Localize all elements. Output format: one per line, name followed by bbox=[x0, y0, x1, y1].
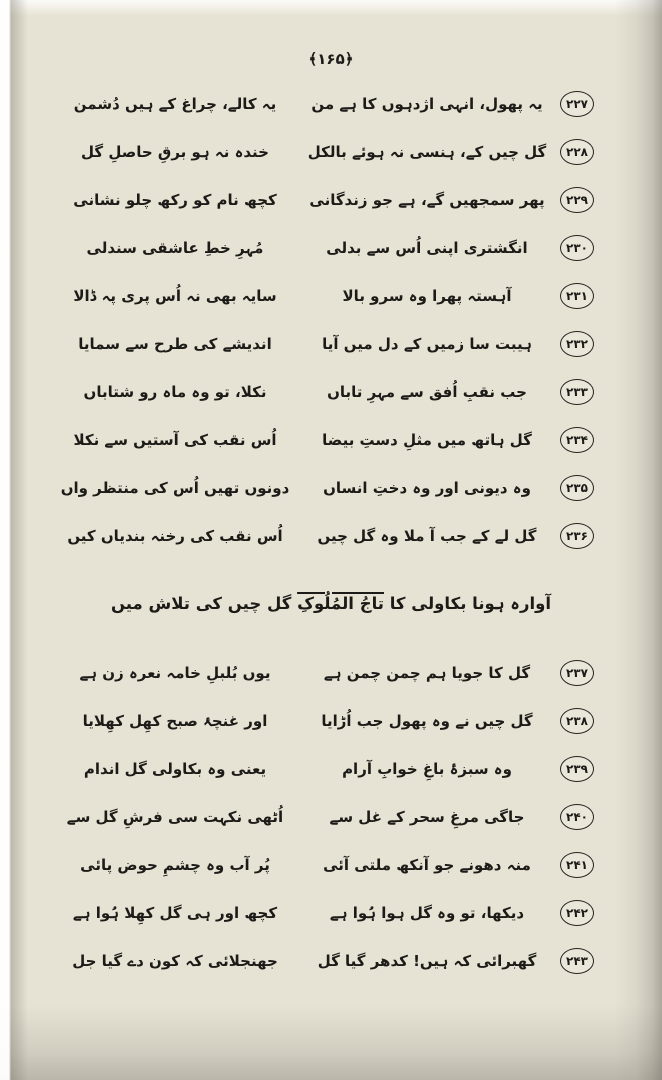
hemistich-second: اُس نقب کی آستیں سے نکلا bbox=[73, 431, 277, 449]
couplet-number-badge: ۲۳۵ bbox=[560, 475, 594, 501]
hemistich-second: یوں بُلبلِ خامہ نعرہ زن ہے bbox=[79, 664, 271, 682]
couplet-row bbox=[44, 793, 594, 841]
hemistich-second: دونوں تھیں اُس کی منتظر واں bbox=[60, 479, 290, 497]
page-number-ornament-right: ﴿ bbox=[344, 50, 354, 68]
couplet-row bbox=[44, 320, 594, 368]
hemistich-first: آہستہ پھرا وہ سرو بالا bbox=[342, 287, 512, 305]
heading-part3: گل چیں کی تلاش میں bbox=[110, 594, 292, 613]
hemistich-second: پُر آب وہ چشمِ حوض پائی bbox=[80, 856, 270, 874]
couplet-number-badge: ۲۳۳ bbox=[560, 379, 594, 405]
couplet-number-badge: ۲۳۶ bbox=[560, 523, 594, 549]
couplets-section-bottom bbox=[0, 649, 662, 985]
couplet-number-badge: ۲۳۹ bbox=[560, 756, 594, 782]
hemistich-first: انگشتری اپنی اُس سے بدلی bbox=[326, 239, 528, 257]
hemistich-first: گھبرائی کہ ہیں! کدھر گیا گل bbox=[317, 952, 537, 970]
hemistich-first: پھر سمجھیں گے، ہے جو زندگانی bbox=[309, 191, 545, 209]
hemistich-first: دیکھا، تو وہ گل ہوا ہُوا ہے bbox=[329, 904, 525, 922]
hemistich-first: وہ دیونی اور وہ دختِ انساں bbox=[323, 479, 531, 497]
couplet-row bbox=[44, 464, 594, 512]
hemistich-first: منہ دھونے جو آنکھ ملتی آئی bbox=[323, 856, 531, 874]
hemistich-second: اور غنچۂ صبح کھِل کھِلایا bbox=[82, 712, 268, 730]
hemistich-first: وہ سبزۂ باغِ خوابِ آرام bbox=[342, 760, 512, 778]
hemistich-second: خندہ نہ ہو برقِ حاصلِ گل bbox=[81, 143, 269, 161]
couplet-row bbox=[44, 128, 594, 176]
couplet-number-badge: ۲۳۸ bbox=[560, 708, 594, 734]
section-heading bbox=[0, 594, 662, 613]
couplet-row bbox=[44, 649, 594, 697]
hemistich-second: اُٹھی نکہت سی فرشِ گل سے bbox=[66, 808, 284, 826]
heading-part1: آوارہ ہونا بکاولی کا bbox=[389, 594, 552, 613]
hemistich-second: یعنی وہ بکاولی گل اندام bbox=[83, 760, 267, 778]
hemistich-first: گل لے کے جب آ ملا وہ گل چیں bbox=[317, 527, 537, 545]
hemistich-second: سایہ بھی نہ اُس پری پہ ڈالا bbox=[73, 287, 277, 305]
hemistich-first: جاگی مرغِ سحر کے غل سے bbox=[329, 808, 525, 826]
couplet-number-badge: ۲۳۰ bbox=[560, 235, 594, 261]
page-number-ornament-left: ﴾ bbox=[308, 50, 318, 68]
couplet-number-badge: ۲۳۱ bbox=[560, 283, 594, 309]
hemistich-first: گل ہاتھ میں مثلِ دستِ بیضا bbox=[322, 431, 532, 449]
couplet-number-badge: ۲۴۱ bbox=[560, 852, 594, 878]
couplet-number-badge: ۲۳۲ bbox=[560, 331, 594, 357]
couplet-number-badge: ۲۲۷ bbox=[560, 91, 594, 117]
couplet-number-badge: ۲۲۸ bbox=[560, 139, 594, 165]
couplets-section-top bbox=[0, 80, 662, 560]
couplet-number-badge: ۲۳۴ bbox=[560, 427, 594, 453]
page-number bbox=[0, 0, 662, 68]
couplet-row bbox=[44, 512, 594, 560]
hemistich-second: اُس نقب کی رخنہ بندیاں کیں bbox=[67, 527, 283, 545]
hemistich-first: ہیبت سا زمیں کے دل میں آیا bbox=[322, 335, 532, 353]
couplet-number-badge: ۲۴۳ bbox=[560, 948, 594, 974]
couplet-row bbox=[44, 841, 594, 889]
hemistich-second: کچھ اور ہی گل کھِلا ہُوا ہے bbox=[72, 904, 278, 922]
couplet-row bbox=[44, 272, 594, 320]
hemistich-second: یہ کالے، چراغ کے ہیں دُشمن bbox=[73, 95, 277, 113]
hemistich-second: کچھ نام کو رکھ چلو نشانی bbox=[73, 191, 277, 209]
heading-proper-name: تاجُ المُلُوکِ bbox=[297, 594, 384, 613]
couplet-number-badge: ۲۳۷ bbox=[560, 660, 594, 686]
couplet-row bbox=[44, 745, 594, 793]
hemistich-first: یہ پھول، انہی اژدہوں کا ہے من bbox=[311, 95, 543, 113]
couplet-number-badge: ۲۴۲ bbox=[560, 900, 594, 926]
hemistich-first: گل کا جویا ہم چمن چمن ہے bbox=[323, 664, 531, 682]
couplet-row bbox=[44, 697, 594, 745]
couplet-row bbox=[44, 368, 594, 416]
hemistich-second: نکلا، تو وہ ماہ رو شتاباں bbox=[83, 383, 267, 401]
hemistich-second: مُہرِ خطِ عاشقی سندلی bbox=[86, 239, 264, 257]
hemistich-second: اندیشے کی طرح سے سمایا bbox=[78, 335, 272, 353]
hemistich-second: جھنجلائی کہ کون دے گیا جل bbox=[72, 952, 278, 970]
hemistich-first: جب نقبِ اُفق سے مہرِ تاباں bbox=[327, 383, 527, 401]
page-number-value: ۱۶۵ bbox=[317, 50, 345, 68]
couplet-row bbox=[44, 416, 594, 464]
couplet-row bbox=[44, 80, 594, 128]
couplet-number-badge: ۲۲۹ bbox=[560, 187, 594, 213]
couplet-row bbox=[44, 224, 594, 272]
couplet-row bbox=[44, 937, 594, 985]
hemistich-first: گل چیں کے، ہنسی نہ ہوئے بالکل bbox=[307, 143, 547, 161]
couplet-number-badge: ۲۴۰ bbox=[560, 804, 594, 830]
hemistich-first: گل چیں نے وہ پھول جب اُڑایا bbox=[321, 712, 533, 730]
couplet-row bbox=[44, 889, 594, 937]
couplet-row bbox=[44, 176, 594, 224]
